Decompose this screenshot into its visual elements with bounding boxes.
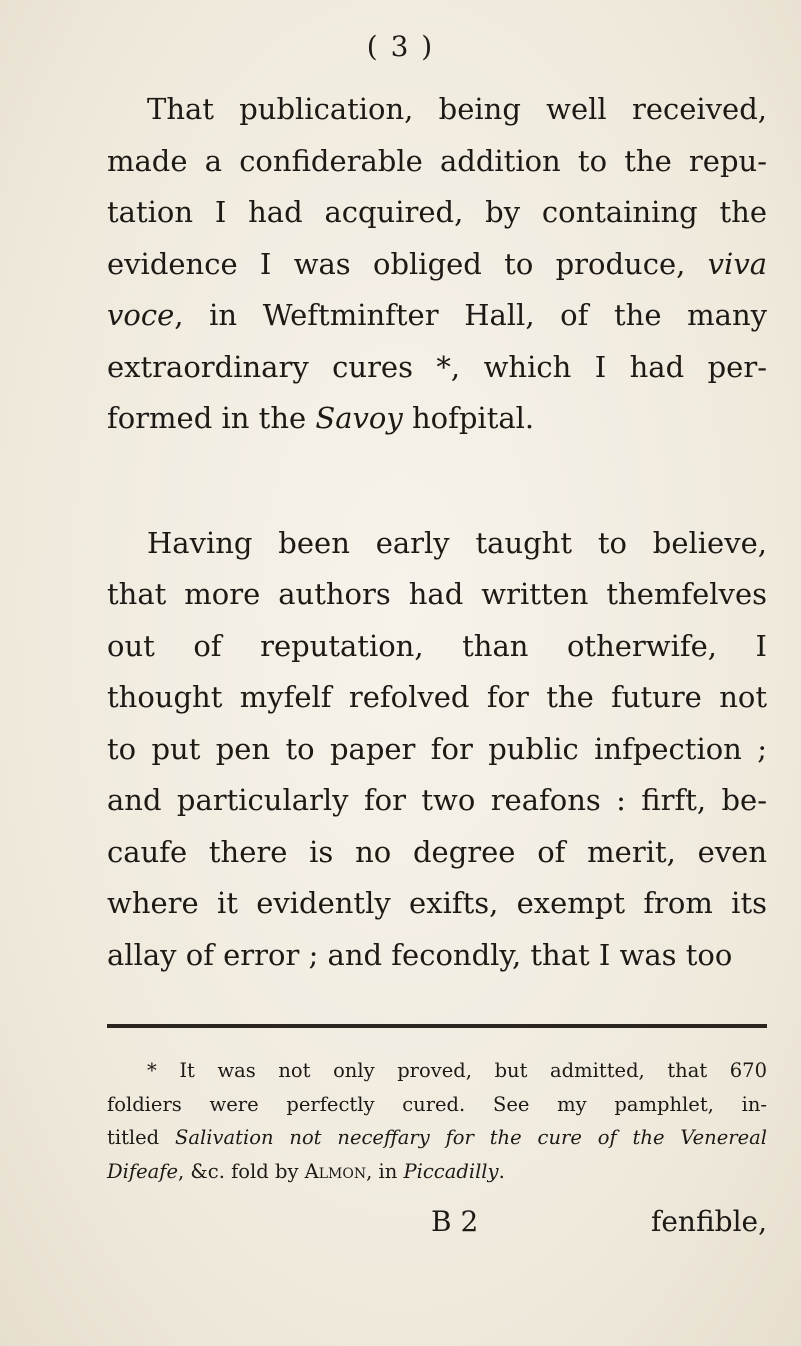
paragraph-2: [107, 518, 767, 982]
text-line: [107, 930, 767, 982]
text-line: [107, 827, 767, 879]
text-line: [107, 1121, 767, 1155]
text-run: * It was not only proved, but admitted, that 670: [147, 1059, 767, 1082]
small-caps-run: Almon: [304, 1159, 367, 1183]
text-run: out of reputation, than otherwife, I: [107, 628, 767, 663]
text-run: , &c. fold by: [178, 1159, 305, 1183]
text-run: That publication, being well received,: [147, 92, 767, 126]
text-line: [107, 1054, 767, 1088]
text-run: thought myfelf refolved for the future not: [107, 680, 767, 714]
text-run: extraordinary cures *, which I had per-: [107, 349, 767, 384]
text-line: [107, 672, 767, 724]
text-line: [107, 1155, 767, 1189]
text-line: [107, 518, 767, 570]
paragraph-1: [107, 84, 767, 445]
page-footer: [107, 1205, 767, 1245]
text-run: , in: [366, 1159, 404, 1183]
text-run: caufe there is no degree of merit, even: [107, 834, 767, 869]
italic-run: Salivation not neceffary for the cure of the Venereal: [175, 1126, 768, 1149]
italic-run: viva: [707, 246, 767, 281]
text-run: to put pen to paper for public infpection ;: [107, 731, 767, 766]
italic-run: Savoy: [315, 401, 403, 435]
italic-run: voce: [107, 298, 175, 332]
text-run: made a confiderable addition to the repu-: [107, 143, 767, 178]
text-run: and particularly for two reafons : firft, be-: [107, 783, 767, 817]
text-line: [107, 724, 767, 776]
text-run: evidence I was obliged to produce,: [107, 246, 708, 281]
text-line: [107, 775, 767, 827]
catchword: fenfible,: [651, 1205, 767, 1238]
footnote-rule: [107, 1024, 767, 1028]
text-run: foldiers were perfectly cured. See my pamphlet, in-: [107, 1092, 767, 1116]
text-line: [107, 1088, 767, 1122]
text-line: [107, 239, 767, 291]
text-line: [107, 290, 767, 342]
signature-mark: B 2: [431, 1205, 479, 1238]
text-line: [107, 187, 767, 239]
text-run: tation I had acquired, by containing the: [107, 195, 767, 229]
text-line: [107, 878, 767, 930]
text-run: formed in the: [107, 401, 316, 435]
footnote: [107, 1054, 767, 1188]
paragraph-gap: [107, 445, 767, 518]
text-run: , in Weftminfter Hall, of the many: [174, 298, 767, 332]
text-line: [107, 621, 767, 673]
text-run: Having been early taught to believe,: [147, 525, 767, 560]
italic-run: Piccadilly: [403, 1159, 499, 1183]
text-line: [107, 84, 767, 136]
text-line: [107, 136, 767, 188]
page-number: ( 3 ): [366, 30, 435, 63]
text-line: [107, 342, 767, 394]
text-run: .: [498, 1159, 505, 1183]
text-run: that more authors had written themfelves: [107, 577, 767, 611]
text-run: where it evidently exifts, exempt from its: [107, 886, 767, 920]
text-line: [107, 569, 767, 621]
text-run: hofpital.: [402, 401, 535, 435]
text-run: titled: [107, 1126, 176, 1149]
text-line: [107, 393, 767, 445]
text-run: allay of error ; and fecondly, that I was too: [107, 937, 733, 972]
main-text: [107, 84, 767, 981]
italic-run: Difeafe: [107, 1159, 179, 1183]
